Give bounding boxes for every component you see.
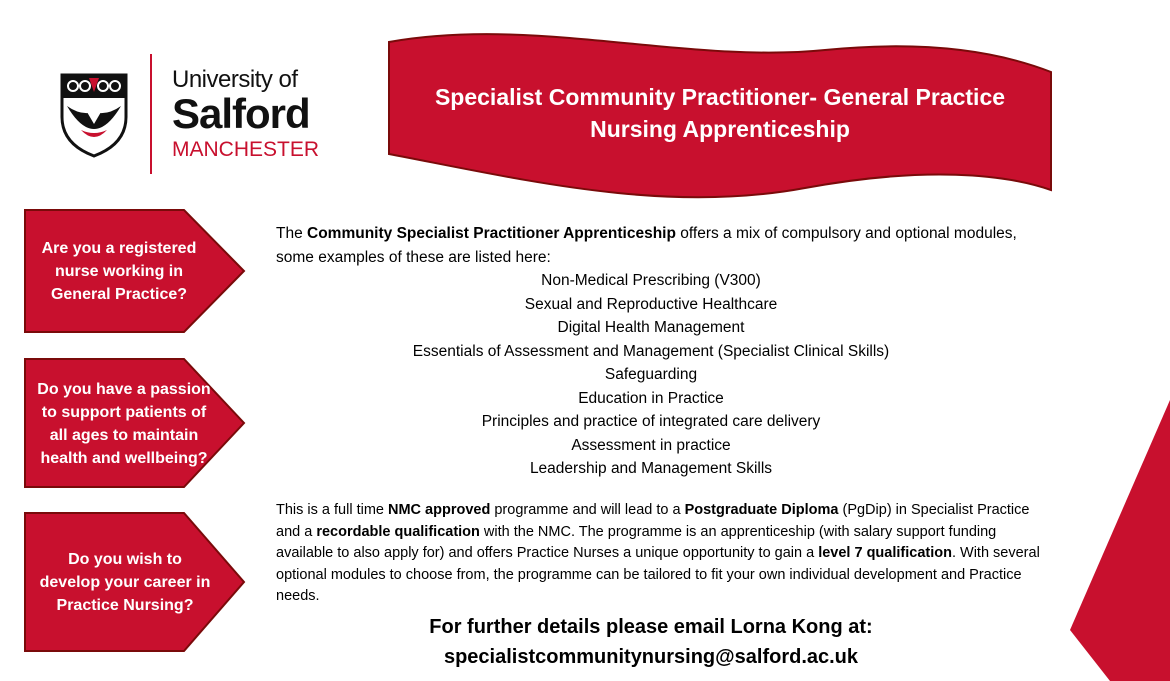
- university-logo: [55, 52, 325, 177]
- shield-crest-icon: [59, 72, 129, 158]
- contact-email-link[interactable]: specialistcommunitynursing@salford.ac.uk: [443, 646, 859, 668]
- page-title: [385, 81, 1055, 145]
- list-item: Essentials of Assessment and Management (Specialist Clinical Skills): [412, 342, 890, 360]
- list-item: Education in Practice: [578, 389, 724, 407]
- list-item: Digital Health Management: [557, 319, 745, 336]
- callout-develop-career: [24, 512, 246, 652]
- list-item: Assessment in practice: [571, 436, 731, 454]
- list-item: Sexual and Reproductive Healthcare: [524, 295, 778, 313]
- callout-passion-support: [24, 358, 246, 488]
- logo-wordmark: [172, 66, 319, 162]
- apprenticeship-name: Community Specialist Practitioner Apprenticeship: [307, 225, 676, 242]
- programme-description: This is a full time NMC approved programme and will lead to a Postgraduate Diploma (PgDip) in Specialist Practice and a recordable qualification with the NMC. The programme is an apprenticeship (with salary support funding available to also apply for) and offers Practice Nurses a unique opportunity to gain a level 7 qualification. With several optional modules to choose from, the programme can be tailored to fit your own individual development and Practice needs.: [276, 502, 1040, 604]
- decorative-stripe: [1070, 380, 1170, 681]
- list-item: Leadership and Management Skills: [529, 460, 773, 477]
- callout-text: Are you a registered nurse working in General Practice?: [41, 239, 197, 303]
- logo-salford: Salford: [172, 90, 310, 137]
- callout-text: Do you wish to develop your career in Practice Nursing?: [39, 550, 211, 614]
- contact-heading: For further details please email Lorna Kong at:: [429, 616, 873, 638]
- logo-manchester: MANCHESTER: [172, 138, 320, 161]
- page-title-line2: Nursing Apprenticeship: [590, 116, 850, 142]
- title-banner: [385, 28, 1055, 203]
- intro-paragraph: The Community Specialist Practitioner Apprenticeship offers a mix of compulsory and optional modules, some examples of these are listed here:: [276, 225, 1017, 266]
- callout-registered-nurse: [24, 209, 246, 333]
- module-list: [276, 269, 1026, 481]
- modules-section: [276, 222, 1046, 481]
- page-title-line1: Specialist Community Practitioner- General Practice: [434, 84, 1006, 110]
- list-item: Safeguarding: [604, 366, 698, 383]
- callout-text: Do you have a passion to support patients of all ages to maintain health and wellbeing?: [37, 381, 211, 467]
- list-item: Principles and practice of integrated care delivery: [481, 413, 821, 430]
- logo-university-of: University of: [172, 66, 298, 93]
- contact-details: [276, 612, 1026, 672]
- list-item: Non-Medical Prescribing (V300): [541, 272, 761, 289]
- logo-divider: [150, 54, 152, 174]
